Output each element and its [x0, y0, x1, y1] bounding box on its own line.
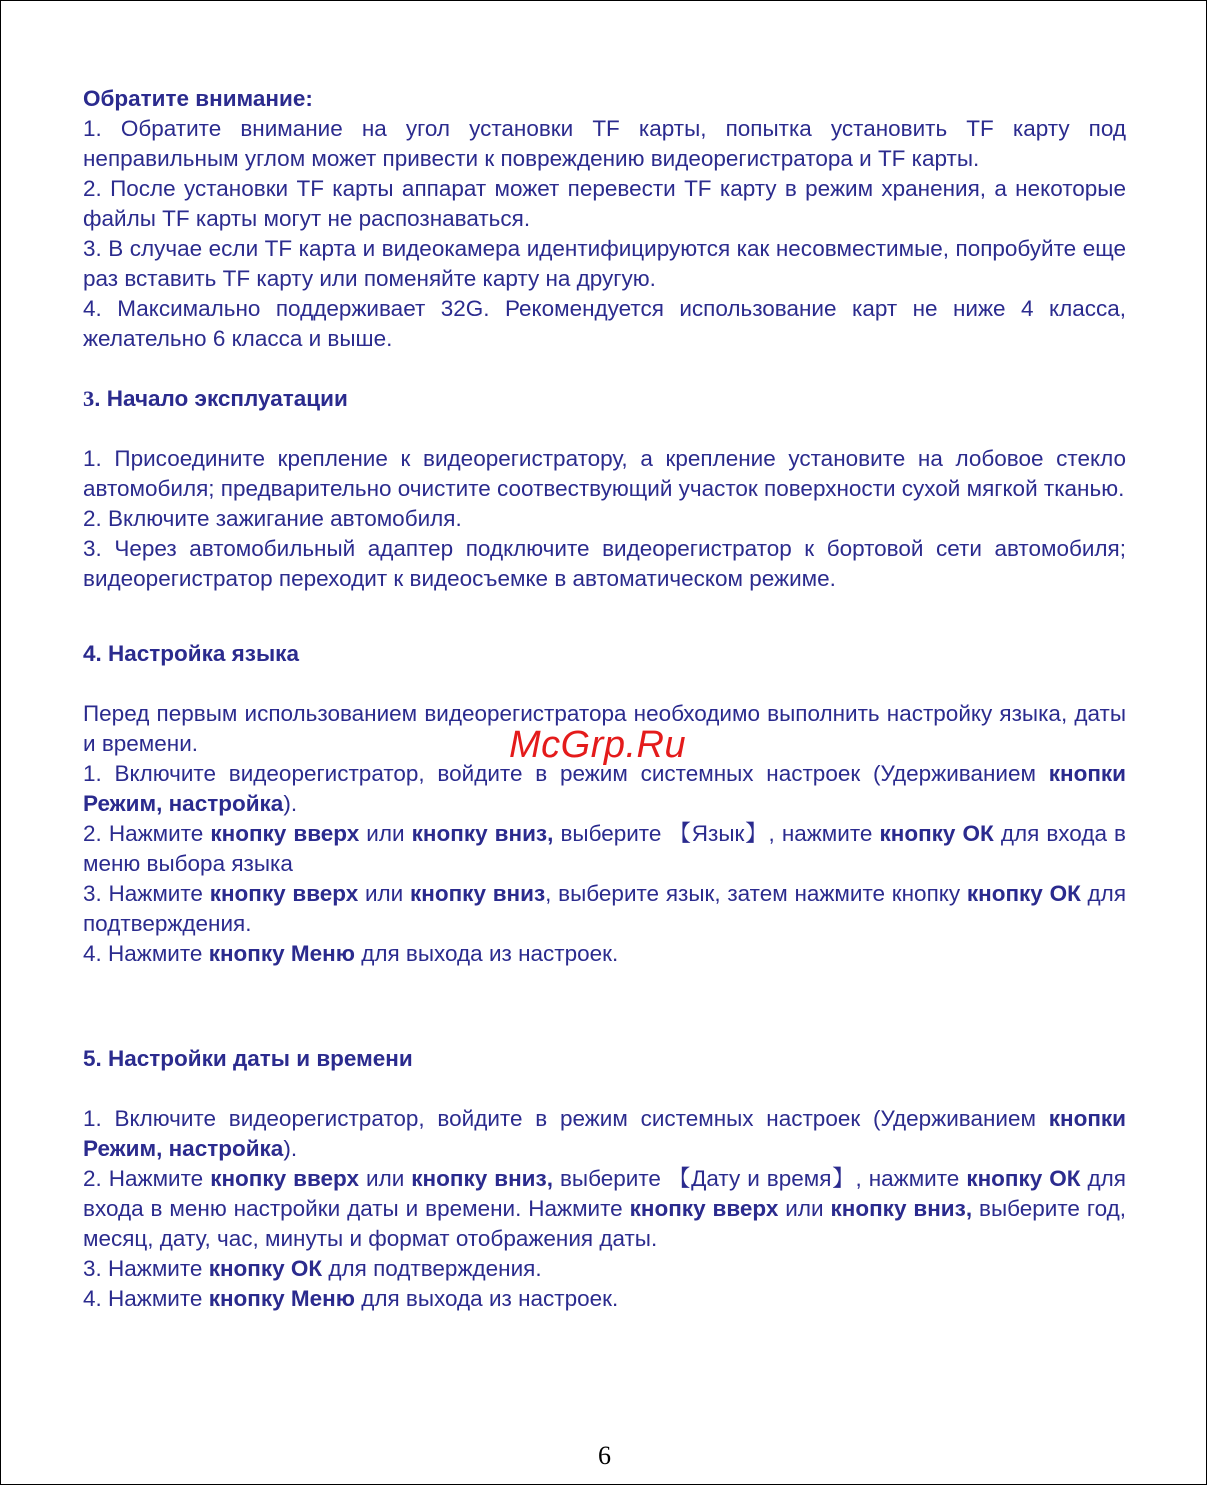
section-4-intro: Перед первым использованием видеорегистратора необходимо выполнить настройку языка, даты и времени.: [83, 701, 1126, 756]
section-5-step-4: 4. Нажмите кнопку Меню для выхода из настроек.: [83, 1286, 619, 1311]
section-5-step-1: 1. Включите видеорегистратор, войдите в режим системных настроек (Удерживанием кнопки Режим, настройка).: [83, 1106, 1126, 1161]
note-item-4: 4. Максимально поддерживает 32G. Рекомендуется использование карт не ниже 4 класса, желательно 6 класса и выше.: [83, 296, 1126, 351]
spacer: [83, 669, 1126, 699]
section-4-step-2: 2. Нажмите кнопку вверх или кнопку вниз, выберите 【Язык】, нажмите кнопку ОК для входа в меню выбора языка: [83, 821, 1126, 876]
note-heading: Обратите внимание:: [83, 86, 313, 111]
section-4-step-3: 3. Нажмите кнопку вверх или кнопку вниз, выберите язык, затем нажмите кнопку кнопку ОК для подтверждения.: [83, 881, 1126, 936]
section-3-item-3: 3. Через автомобильный адаптер подключите видеорегистратор к бортовой сети автомобиля; видеорегистратор переходит к видеосъемке в автоматическом режиме.: [83, 536, 1126, 591]
section-3-item-1: 1. Присоедините крепление к видеорегистратору, а крепление установите на лобовое стекло автомобиля; предварительно очистите соотвествующий участок поверхности сухой мягкой тканью.: [83, 446, 1126, 501]
spacer: [83, 969, 1126, 1014]
section-5-step-3: 3. Нажмите кнопку ОК для подтверждения.: [83, 1256, 542, 1281]
section-5-step-2: 2. Нажмите кнопку вверх или кнопку вниз, выберите 【Дату и время】, нажмите кнопку ОК для входа в меню настройки даты и времени. Нажмите кнопку вверх или кнопку вниз, выберите год, месяц, дату, час, минуты и формат отображения даты.: [83, 1166, 1126, 1251]
section-5-heading: 5. Настройки даты и времени: [83, 1046, 413, 1071]
note-item-2: 2. После установки TF карты аппарат может перевести TF карту в режим хранения, а некоторые файлы TF карты могут не распознаваться.: [83, 176, 1126, 231]
section-3-heading: [83, 384, 1126, 414]
watermark: McGrp.Ru: [509, 724, 687, 766]
section-4-step-4: 4. Нажмите кнопку Меню для выхода из настроек.: [83, 941, 619, 966]
section-4-step-1: 1. Включите видеорегистратор, войдите в режим системных настроек (Удерживанием кнопки Режим, настройка).: [83, 761, 1126, 816]
spacer: [83, 1074, 1126, 1104]
page-content: [83, 84, 1126, 1314]
section-4-heading: 4. Настройка языка: [83, 641, 299, 666]
section-3-title: . Начало эксплуатации: [94, 386, 348, 411]
section-3-number: 3: [83, 386, 95, 411]
page-number: 6: [598, 1441, 611, 1470]
spacer: [83, 594, 1126, 639]
spacer: [83, 1014, 1126, 1044]
section-3-item-2: 2. Включите зажигание автомобиля.: [83, 506, 462, 531]
spacer: [83, 414, 1126, 444]
spacer: [83, 354, 1126, 384]
note-item-3: 3. В случае если TF карта и видеокамера идентифицируются как несовместимые, попробуйте еще раз вставить TF карту или поменяйте карту на другую.: [83, 236, 1126, 291]
note-item-1: 1. Обратите внимание на угол установки TF карты, попытка установить TF карту под неправильным углом может привести к повреждению видеорегистратора и TF карты.: [83, 116, 1126, 171]
